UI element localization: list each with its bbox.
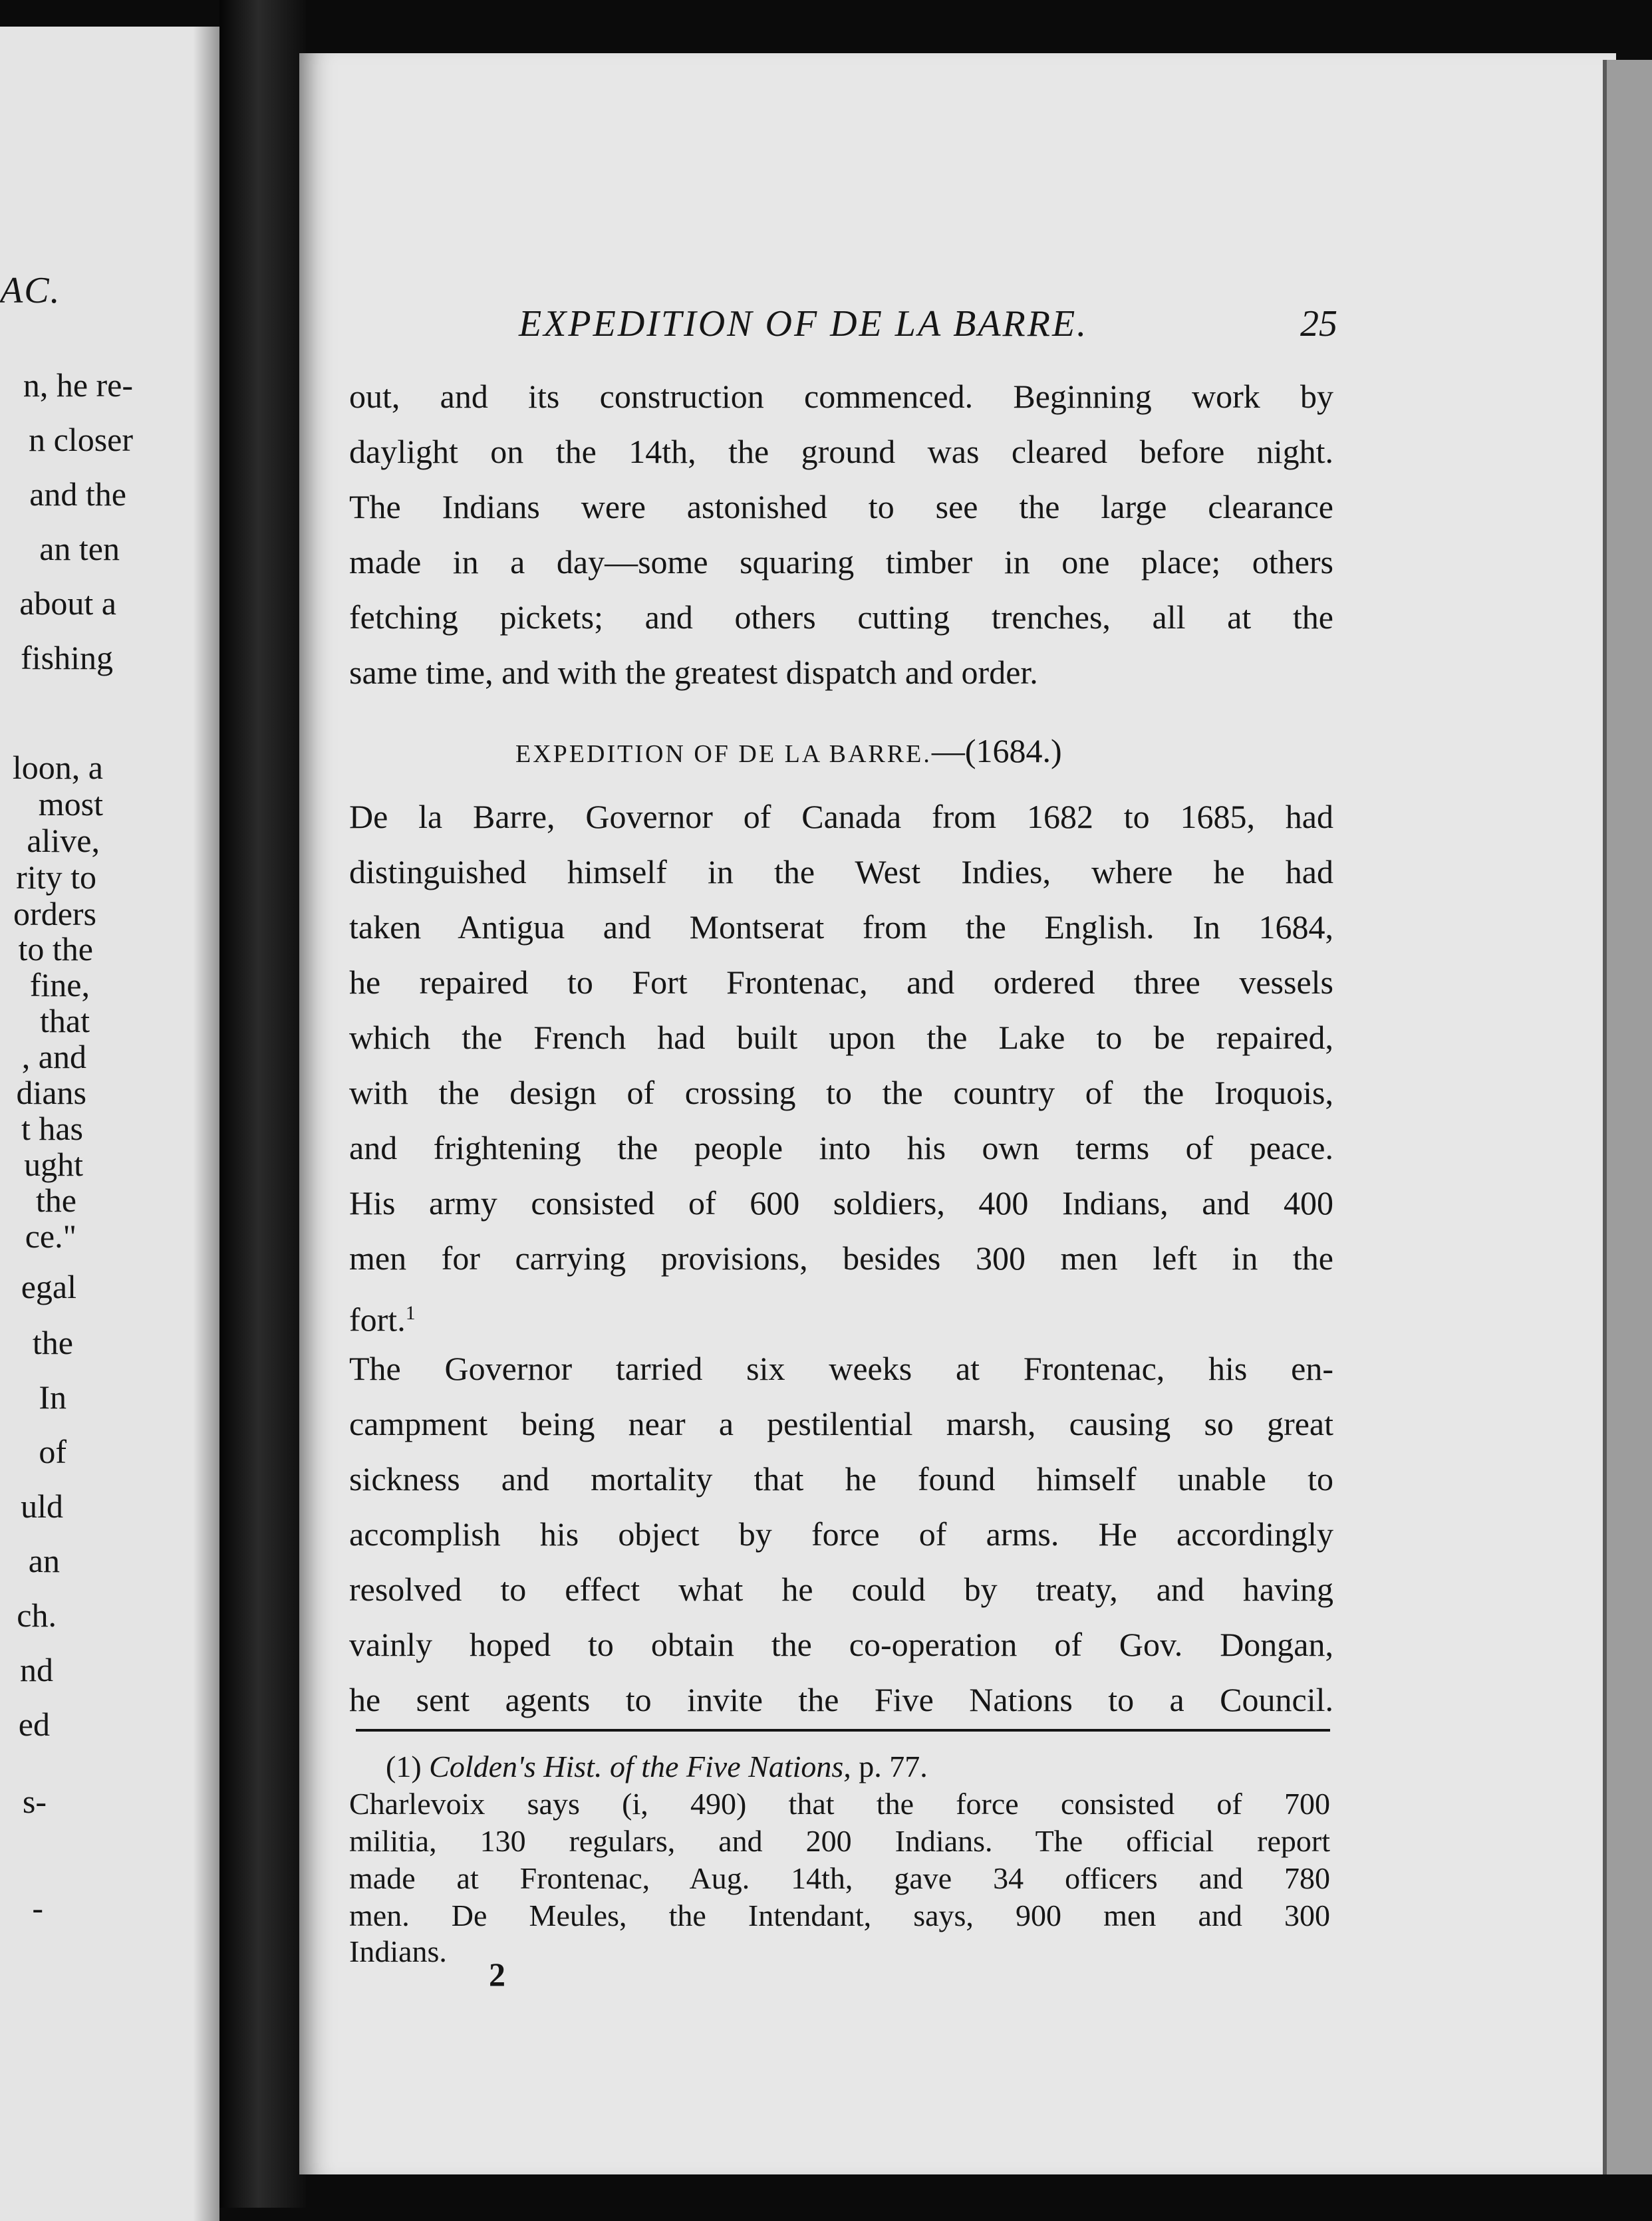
paragraph-3-line: sickness and mortality that he found himself unable to [349,1460,1333,1498]
page-edge [1603,60,1652,2174]
left-text-line: ch. [17,1597,57,1634]
left-text-line: egal [21,1268,76,1305]
paragraph-3-line: resolved to effect what he could by treaty, and having [349,1571,1333,1608]
left-text-line: fine, [29,966,90,1003]
paragraph-1-line: out, and its construction commenced. Beginning work by [349,378,1333,415]
left-text-line: loon, a [12,749,103,786]
footnote-line: made at Frontenac, Aug. 14th, gave 34 officers and 780 [349,1861,1330,1895]
left-text-line: that [40,1002,90,1039]
left-text-line: about a [19,585,116,622]
left-text-line: the [32,1324,73,1361]
footnote-line: Indians. [349,1934,447,1968]
left-text-line: t has [21,1110,83,1147]
paragraph-1-line: daylight on the 14th, the ground was cleared before night. [349,433,1333,470]
left-text-line: dians [16,1074,86,1111]
paragraph-2-last-words: fort. [349,1301,406,1339]
left-text-line: alive, [27,822,100,859]
left-text-line: ught [24,1146,83,1183]
left-text-line: an ten [39,530,120,567]
page-number: 25 [1300,303,1337,344]
paragraph-2-line: which the French had built upon the Lake to be repaired, [349,1019,1333,1056]
left-text-line: and the [29,475,126,513]
footnote-rule [356,1729,1330,1732]
signature-mark: 2 [489,1956,505,1993]
left-text-line: orders [13,895,96,932]
footnote-marker: (1) [386,1750,422,1783]
section-heading-title: EXPEDITION OF DE LA BARRE. [515,740,932,768]
paragraph-1-line: made in a day—some squaring timber in one place; others [349,543,1333,581]
paragraph-2-line: De la Barre, Governor of Canada from 1682 to 1685, had [349,798,1333,835]
paragraph-3-line: accomplish his object by force of arms. He accordingly [349,1515,1333,1553]
paragraph-2-line: His army consisted of 600 soldiers, 400 Indians, and 400 [349,1184,1333,1222]
footnote-citation-line [386,1749,928,1785]
footnote-line: Charlevoix says (i, 490) that the force consisted of 700 [349,1787,1330,1821]
left-text-line: nd [20,1651,53,1688]
section-heading [515,731,1062,770]
paragraph-2-line: distinguished himself in the West Indies, where he had [349,853,1333,890]
left-text-line: ed [18,1706,50,1743]
paragraph-2-line [349,1293,416,1341]
footnote-line: men. De Meules, the Intendant, says, 900 men and 300 [349,1898,1330,1932]
left-text-line: rity to [16,858,96,896]
footnote-line: militia, 130 regulars, and 200 Indians. The official report [349,1824,1330,1858]
paragraph-3-line: campment being near a pestilential marsh, causing so great [349,1405,1333,1442]
footnote-page-ref: p. 77. [859,1750,928,1783]
left-text-line: n closer [29,421,133,458]
paragraph-1-line: fetching pickets; and others cutting trenches, all at the [349,598,1333,636]
running-head: EXPEDITION OF DE LA BARRE. [519,303,1089,344]
footnote-citation-title: Colden's Hist. of the Five Nations, [429,1750,851,1783]
paragraph-2-line: with the design of crossing to the country of the Iroquois, [349,1074,1333,1111]
left-text-line: - [32,1889,43,1926]
left-text-line: , and [21,1038,86,1075]
paragraph-2-line: taken Antigua and Montserat from the English. In 1684, [349,908,1333,946]
left-text-line: to the [18,930,93,968]
paragraph-3-line: The Governor tarried six weeks at Frontenac, his en- [349,1350,1333,1387]
page-curve-shadow [193,27,219,2221]
paragraph-2-line: and frightening the people into his own terms of peace. [349,1129,1333,1166]
left-text-line: of [39,1433,67,1470]
paragraph-1-line: same time, and with the greatest dispatch and order. [349,654,1038,691]
paragraph-2-line: men for carrying provisions, besides 300 men left in the [349,1240,1333,1277]
left-text-line: the [35,1182,76,1219]
paragraph-3-line: vainly hoped to obtain the co-operation of Gov. Dongan, [349,1626,1333,1663]
left-text-line: n, he re- [23,366,133,404]
paragraph-2-line: he repaired to Fort Frontenac, and ordered three vessels [349,964,1333,1001]
left-text-line: fishing [21,639,113,676]
section-heading-year: —(1684.) [931,732,1062,769]
paragraph-1-line: The Indians were astonished to see the large clearance [349,488,1333,525]
left-text-line: s- [22,1783,47,1820]
left-running-head: AC. [0,270,61,311]
left-text-line: uld [21,1488,63,1525]
paragraph-3-line: he sent agents to invite the Five Nations to a Council. [349,1681,1333,1718]
left-text-line: most [38,785,103,823]
left-text-line: an [28,1542,60,1579]
left-text-line: ce." [25,1218,76,1255]
left-page-fragment [0,27,219,2221]
footnote-reference: 1 [405,1302,416,1324]
left-text-line: In [39,1378,67,1416]
book-gutter [219,0,306,2208]
